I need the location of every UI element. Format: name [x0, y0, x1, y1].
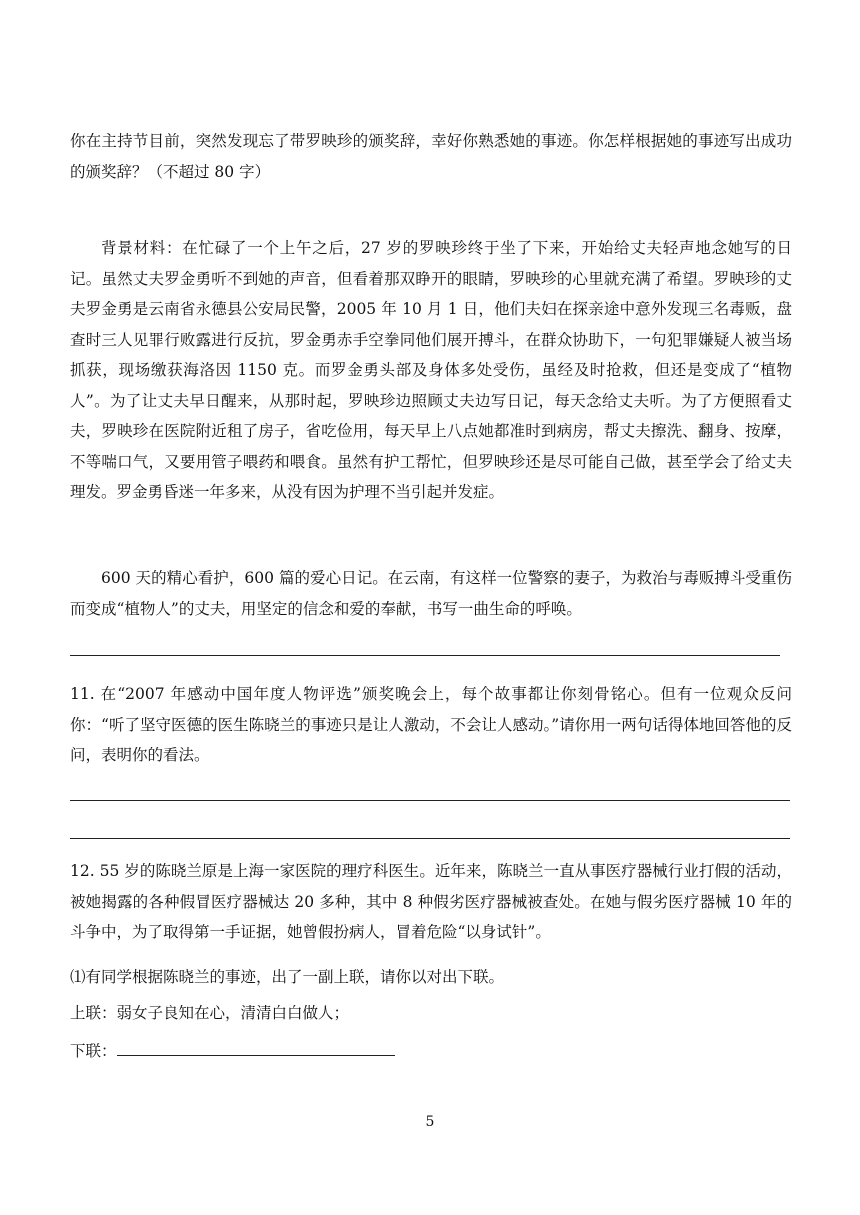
- answer-line-11a: [70, 800, 790, 801]
- upper-couplet: 上联：弱女子良知在心，清清白白做人；: [70, 1004, 350, 1022]
- answer-line-10: [70, 655, 780, 656]
- lower-couplet-label: 下联：: [70, 1042, 117, 1060]
- question-12-sub1: ⑴有同学根据陈晓兰的事迹，出了一副上联，请你以对出下联。: [70, 968, 505, 986]
- lower-couplet-answer-blank: [117, 1039, 395, 1056]
- page-number: 5: [425, 1114, 435, 1130]
- answer-line-11b: [70, 838, 790, 839]
- question-11: 11. 在“2007 年感动中国年度人物评选”颁奖晚会上，每个故事都让你刻骨铭心。但有一位观众反问你：“听了坚守医德的医生陈晓兰的事迹只是让人激动，不会让人感动。”请你用一两句话得体地回答他的反问，表明你的看法。: [70, 685, 792, 764]
- summary-paragraph: 600 天的精心看护，600 篇的爱心日记。在云南，有这样一位警察的妻子，为救治与毒贩搏斗受重伤而变成“植物人”的丈夫，用坚定的信念和爱的奉献，书写一曲生命的呼唤。: [70, 569, 792, 618]
- background-paragraph: 背景材料：在忙碌了一个上午之后，27 岁的罗映珍终于坐了下来，开始给丈夫轻声地念她写的日记。虽然丈夫罗金勇听不到她的声音，但看着那双睁开的眼睛，罗映珍的心里就充满了希望。罗映珍的丈夫罗金勇是云南省永德县公安局民警，2005 年 10 月 1 日，他们夫妇在探亲途中意外发现三名毒贩，盘查时三人见罪行败露进行反抗，罗金勇赤手空拳同他们展开搏斗，在群众协助下，一句犯罪嫌疑人被当场抓获，现场缴获海洛因 1150 克。而罗金勇头部及身体多处受伤，虽经及时抢救，但还是变成了“植物人”。为了让丈夫早日醒来，从那时起，罗映珍边照顾丈夫边写日记，每天念给丈夫听。为了方便照看丈夫，罗映珍在医院附近租了房子，省吃俭用，每天早上八点她都准时到病房，帮丈夫擦洗、翻身、按摩，不等喘口气，又要用管子喂药和喂食。虽然有护工帮忙，但罗映珍还是尽可能自己做，甚至学会了给丈夫理发。罗金勇昏迷一年多来，从没有因为护理不当引起并发症。: [70, 239, 792, 501]
- question-12: 12. 55 岁的陈晓兰原是上海一家医院的理疗科医生。近年来，陈晓兰一直从事医疗器械行业打假的活动，被她揭露的各种假冒医疗器械达 20 多种，其中 8 种假劣医疗器械被查处。在她与假劣医疗器械 10 年的斗争中，为了取得第一手证据，她曾假扮病人，冒着危险“以身试针”。: [70, 862, 792, 941]
- intro-paragraph: 你在主持节目前，突然发现忘了带罗映珍的颁奖辞，幸好你熟悉她的事迹。你怎样根据她的事迹写出成功的颁奖辞？（不超过 80 字）: [70, 132, 792, 181]
- lower-couplet-row: [70, 1039, 395, 1062]
